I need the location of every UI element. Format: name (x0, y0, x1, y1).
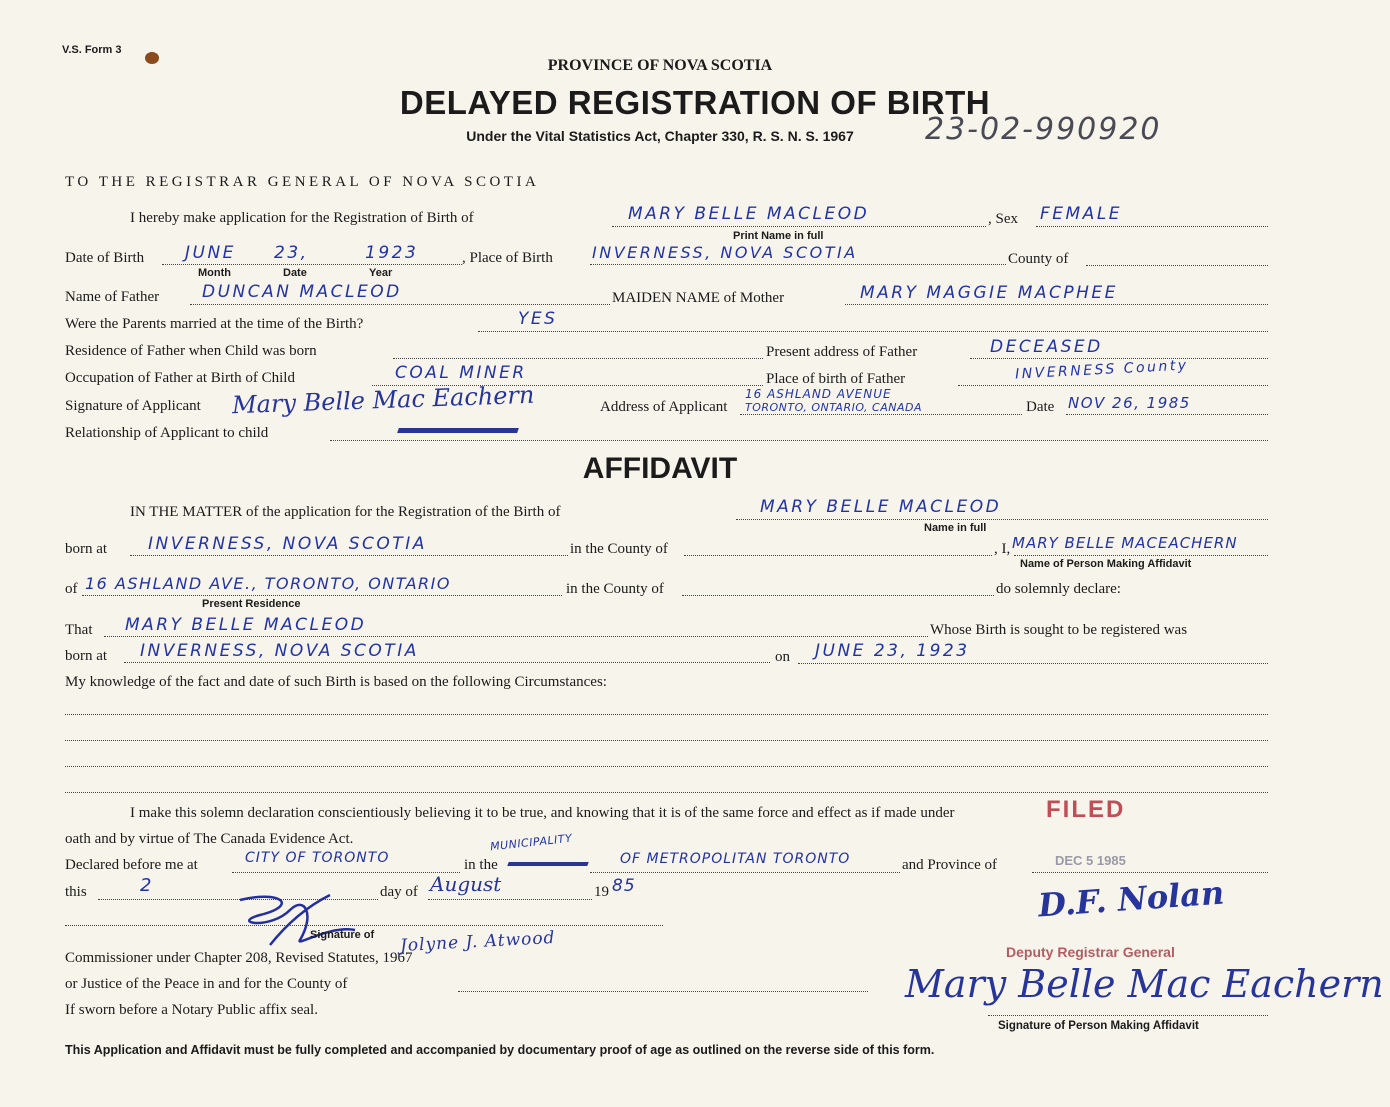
declared-at-value: CITY OF TORONTO (245, 850, 390, 866)
municipality-value: MUNICIPALITY (489, 831, 573, 854)
present-address-field-line (970, 358, 1268, 359)
applicant-signature-label: Signature of Applicant (65, 398, 201, 414)
born-at-field-line-2 (124, 662, 770, 663)
person-signature: Mary Belle Mac Eachern (905, 962, 1384, 1006)
footer-note: This Application and Affidavit must be fully completed and accompanied by documentary proof of age as outlined on the reverse side of this form. (65, 1043, 935, 1057)
whose-birth-label: Whose Birth is sought to be registered was (930, 622, 1188, 638)
registration-number: 23-02-990920 (925, 112, 1162, 147)
sex-label: , Sex (988, 211, 1018, 227)
crossed-out-text (397, 428, 519, 433)
metro-field-line (590, 872, 900, 873)
county-of-field-line (684, 555, 992, 556)
signature-of-label: Signature of (310, 929, 375, 941)
applicant-signature: Mary Belle Mac Eachern (231, 380, 535, 420)
knowledge-label: My knowledge of the fact and date of such Birth is based on the following Circumstances: (65, 674, 607, 690)
this-label: this (65, 884, 87, 900)
justice-label: or Justice of the Peace in and for the County of (65, 976, 348, 992)
mother-field-line (845, 304, 1268, 305)
dob-day-value: 23, (274, 243, 309, 263)
i-label: , I, (994, 541, 1011, 557)
father-name-value: DUNCAN MACLEOD (202, 282, 402, 302)
county-field-line (1086, 265, 1268, 266)
registrar-signature: D.F. Nolan (1036, 873, 1226, 925)
born-at-field-line (130, 555, 568, 556)
occupation-value: COAL MINER (395, 363, 527, 383)
commissioner-name: Jolyne J. Atwood (399, 927, 556, 957)
county-of-label-2: in the County of (566, 581, 664, 597)
dob-label: Date of Birth (65, 250, 145, 266)
province-field-line (1032, 872, 1268, 873)
relationship-label: Relationship of Applicant to child (65, 425, 269, 441)
dob-month-value: JUNE (185, 243, 236, 263)
person-signature-label: Signature of Person Making Affidavit (998, 1020, 1199, 1032)
that-label: That (65, 622, 93, 638)
matter-field-line (736, 519, 1268, 520)
month-field-line (428, 899, 592, 900)
declared-at-field-line (232, 872, 460, 873)
affidavit-title: AFFIDAVIT (582, 452, 738, 485)
application-date-label: Date (1026, 399, 1055, 415)
crossed-out-county (507, 862, 588, 866)
occupation-label: Occupation of Father at Birth of Child (65, 370, 295, 386)
of-value: 16 ASHLAND AVE., TORONTO, ONTARIO (85, 574, 451, 593)
date-hint: Date (283, 267, 307, 279)
on-label: on (775, 649, 790, 665)
born-at-label-2: born at (65, 648, 108, 664)
address-field-line (740, 414, 1022, 415)
name-in-full-hint: Name in full (924, 522, 987, 534)
notary-label: If sworn before a Notary Public affix seal. (65, 1002, 318, 1018)
solemn-declaration-line1: I make this solemn declaration conscientiously believing it to be true, and knowing that it is of the same force and effect as if made under (130, 805, 955, 821)
married-field-line (478, 331, 1268, 332)
person-name-value: MARY BELLE MACEACHERN (1012, 534, 1238, 552)
born-at-value: INVERNESS, NOVA SCOTIA (148, 534, 427, 554)
place-of-birth-value: INVERNESS, NOVA SCOTIA (592, 243, 858, 262)
province-label: and Province of (902, 857, 997, 873)
year-prefix: 19 (594, 884, 609, 900)
father-birthplace-label: Place of birth of Father (766, 371, 906, 387)
father-birthplace-field-line (958, 385, 1268, 386)
place-field-line (590, 264, 1006, 265)
matter-label: IN THE MATTER of the application for the Registration of the Birth of (130, 504, 561, 520)
married-value: YES (518, 309, 558, 329)
page-title: DELAYED REGISTRATION OF BIRTH (399, 84, 991, 121)
subtitle: Under the Vital Statistics Act, Chapter 330, R. S. N. S. 1967 (466, 128, 854, 144)
on-field-line (798, 663, 1268, 664)
deputy-registrar-stamp: Deputy Registrar General (1006, 944, 1175, 960)
county-of-field-line-2 (682, 595, 994, 596)
address-line1-value: 16 ASHLAND AVENUE (745, 387, 892, 401)
justice-county-field-line (458, 991, 868, 992)
born-at-label: born at (65, 541, 108, 557)
present-address-label: Present address of Father (766, 344, 918, 360)
person-field-line (1014, 555, 1268, 556)
year-suffix-value: 85 (612, 876, 636, 896)
print-name-hint: Print Name in full (733, 230, 824, 242)
form-number: V.S. Form 3 (62, 44, 122, 56)
present-residence-hint: Present Residence (202, 598, 301, 610)
married-label: Were the Parents married at the time of the Birth? (65, 316, 364, 332)
county-label: County of (1008, 251, 1069, 267)
dob-field-line (162, 264, 462, 265)
commissioner-signature-icon (220, 885, 360, 955)
person-name-hint: Name of Person Making Affidavit (1020, 558, 1192, 570)
addressee-line: TO THE REGISTRAR GENERAL OF NOVA SCOTIA (65, 174, 540, 190)
province-heading: PROVINCE OF NOVA SCOTIA (547, 57, 773, 74)
place-of-birth-label: , Place of Birth (462, 250, 553, 266)
dob-year-value: 1923 (365, 243, 419, 263)
sex-value: FEMALE (1040, 204, 1123, 224)
commissioner-label: Commissioner under Chapter 208, Revised Statutes, 1967 (65, 950, 413, 966)
filed-date-stamp: DEC 5 1985 (1055, 853, 1126, 868)
metro-value: OF METROPOLITAN TORONTO (620, 851, 851, 867)
of-field-line (82, 595, 562, 596)
circumstance-line-2 (65, 740, 1268, 741)
month-value: August (430, 872, 502, 896)
circumstance-line-3 (65, 766, 1268, 767)
circumstance-line-4 (65, 792, 1268, 793)
mother-name-value: MARY MAGGIE MACPHEE (860, 283, 1118, 303)
intro-label: I hereby make application for the Registration of Birth of (130, 210, 474, 226)
county-of-label: in the County of (570, 541, 668, 557)
circumstance-line-1 (65, 714, 1268, 715)
father-field-line (190, 304, 610, 305)
father-birthplace-value: INVERNESS County (1014, 357, 1189, 383)
date-field-line (1066, 414, 1268, 415)
person-signature-line (988, 1015, 1268, 1016)
day-of-label: day of (380, 884, 418, 900)
child-name-value: MARY BELLE MACLEOD (628, 204, 870, 224)
mother-name-label: MAIDEN NAME of Mother (612, 290, 785, 306)
present-address-value: DECEASED (990, 337, 1103, 357)
name-field-line (612, 226, 986, 227)
applicant-address-label: Address of Applicant (600, 399, 728, 415)
born-at-value-2: INVERNESS, NOVA SCOTIA (140, 641, 419, 661)
of-label: of (65, 581, 78, 597)
this-day-value: 2 (140, 875, 154, 896)
declare-label: do solemnly declare: (996, 581, 1121, 597)
application-date-value: NOV 26, 1985 (1068, 394, 1191, 412)
address-line2-value: TORONTO, ONTARIO, CANADA (745, 401, 922, 414)
matter-name-value: MARY BELLE MACLEOD (760, 497, 1002, 517)
on-value: JUNE 23, 1923 (815, 641, 970, 661)
in-the-label: in the (464, 857, 498, 873)
that-value: MARY BELLE MACLEOD (125, 615, 367, 635)
father-name-label: Name of Father (65, 289, 160, 305)
relationship-field-line (330, 440, 1268, 441)
filed-stamp: FILED (1046, 796, 1126, 823)
year-hint: Year (369, 267, 393, 279)
commissioner-signature-line (65, 925, 663, 926)
residence-field-line (393, 358, 763, 359)
residence-label: Residence of Father when Child was born (65, 343, 317, 359)
that-field-line (104, 636, 928, 637)
sex-field-line (1036, 226, 1268, 227)
solemn-declaration-line2: oath and by virtue of The Canada Evidence Act. (65, 831, 354, 847)
month-hint: Month (198, 267, 231, 279)
declared-before-label: Declared before me at (65, 857, 198, 873)
